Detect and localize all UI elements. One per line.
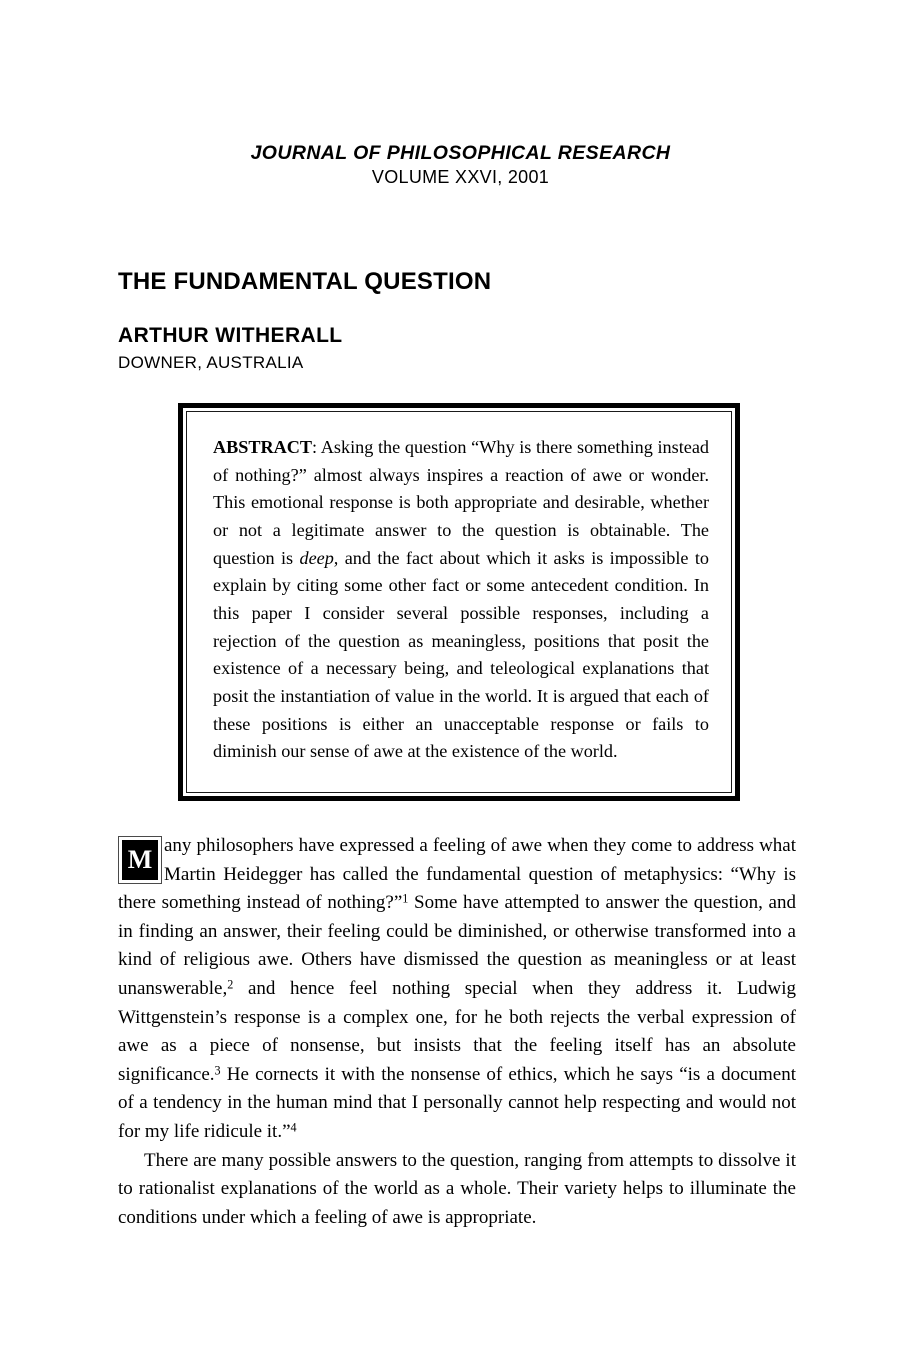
- paragraph-1-segment-1: any philosophers have expressed a feeling of awe when they come to address what Martin Heidegger has called the fundamental question of metaphysics: “Why is there something instead of nothing?”: [118, 835, 796, 914]
- author-affiliation: DOWNER, AUSTRALIA: [118, 353, 304, 372]
- footnote-marker-4: 4: [290, 1120, 297, 1135]
- drop-cap-letter: M: [122, 840, 158, 880]
- body-paragraph-2: There are many possible answers to the question, ranging from attempts to dissolve it to rationalist explanations of the world as a whole. Their variety helps to illuminate the conditions under which a feeling of awe is appropriate.: [118, 1149, 796, 1228]
- drop-cap-frame: [118, 836, 162, 884]
- abstract-part-2: and the fact about which it asks is impossible to explain by citing some other fact or some antecedent condition. In this paper I consider several possible responses, including a rejection of the question as meaningless, positions that posit the existence of a necessary being, and teleological explanations that posit the instantiation of value in the world. It is argued that each of these positions is either an unacceptable response or fails to diminish our sense of awe at the existence of the world.: [213, 547, 709, 762]
- page-title: THE FUNDAMENTAL QUESTION: [118, 268, 492, 296]
- journal-volume-line: VOLUME XXVI, 2001: [371, 167, 550, 187]
- footnote-marker-2: 2: [227, 977, 234, 992]
- abstract-text: [213, 434, 709, 766]
- paragraph-1-segment-3: and hence feel nothing special when they address it. Ludwig Wittgenstein’s response is a complex one, for he both rejects the verbal expression of awe as a piece of nonsense, but insists that the feeling itself has an absolute significance.: [118, 977, 796, 1085]
- body-paragraph-1: [118, 832, 796, 1147]
- paragraph-1-segment-2: Some have attempted to answer the question, and in finding an answer, their feeling could be diminished, or otherwise transformed into a kind of religious awe. Others have dismissed the question as meaningless or at least unanswerable,: [118, 892, 796, 999]
- journal-name: JOURNAL OF PHILOSOPHICAL RESEARCH: [250, 142, 671, 164]
- author-name: ARTHUR WITHERALL: [118, 324, 343, 347]
- abstract-box: [178, 403, 740, 801]
- footnote-marker-3: 3: [214, 1063, 221, 1078]
- abstract-label-separator: :: [312, 437, 318, 457]
- abstract-inner-frame: [186, 411, 732, 793]
- footnote-marker-1: 1: [402, 891, 409, 906]
- abstract-emphasis: deep,: [299, 547, 339, 568]
- journal-running-head: [118, 142, 803, 189]
- body-column: [118, 832, 796, 1232]
- abstract-label: ABSTRACT: [213, 437, 313, 457]
- abstract-part-1: Asking the question “Why is there something instead of nothing?” almost always inspires a reaction of awe or wonder. This emotional response is both appropriate and desirable, whether or not a legitimate answer to the question is obtainable. The question is: [213, 437, 709, 568]
- paragraph-1-segment-4: He cornects it with the nonsense of ethics, which he says “is a document of a tendency in the human mind that I personally cannot help respecting and would not for my life ridicule it.”: [118, 1063, 796, 1142]
